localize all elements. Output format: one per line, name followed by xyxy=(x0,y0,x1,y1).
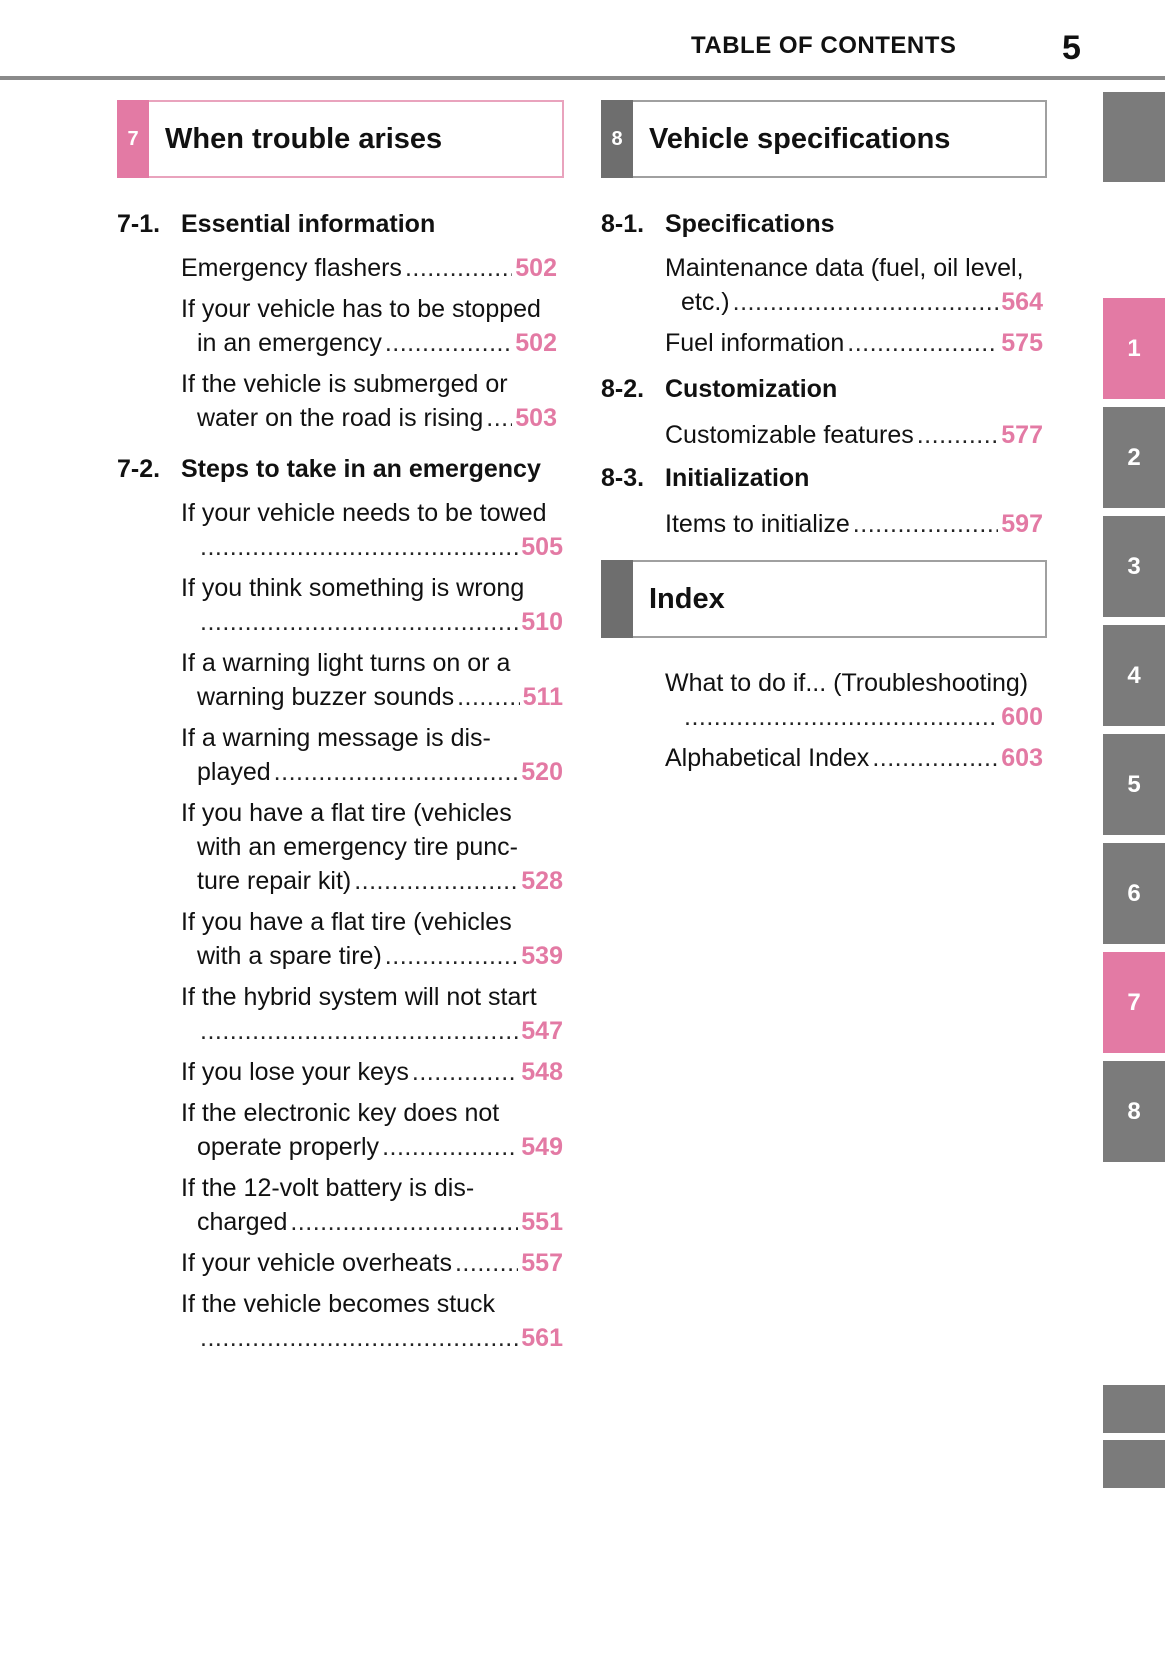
entry-leader-line xyxy=(665,418,1043,452)
toc-entry[interactable] xyxy=(181,980,563,1048)
entry-text: Items to initialize xyxy=(665,510,850,538)
page-ref[interactable]: 557 xyxy=(521,1249,563,1277)
entry-text: ture repair kit) xyxy=(197,867,352,895)
toc-entry[interactable] xyxy=(181,251,557,285)
page-ref[interactable]: 577 xyxy=(1001,421,1043,449)
dot-leader xyxy=(853,507,998,541)
dot-leader xyxy=(274,755,519,789)
page-ref[interactable]: 551 xyxy=(521,1208,563,1236)
page-ref[interactable]: 597 xyxy=(1001,510,1043,538)
toc-entry[interactable] xyxy=(181,292,557,360)
entry-leader-line xyxy=(665,326,1043,360)
page-number: 5 xyxy=(1062,29,1081,67)
entry-leader-line xyxy=(181,939,563,973)
chapter-7-title: When trouble arises xyxy=(165,122,443,155)
page-ref[interactable]: 539 xyxy=(521,942,563,970)
chapter-7-heading[interactable] xyxy=(117,100,564,178)
page-ref[interactable]: 520 xyxy=(521,758,563,786)
dot-leader xyxy=(684,700,998,734)
entry-text: If the electronic key does not xyxy=(181,1099,500,1127)
toc-entry[interactable] xyxy=(181,1287,563,1355)
entry-leader-line xyxy=(181,1014,563,1048)
entry-line xyxy=(181,1096,563,1130)
entry-text: Alphabetical Index xyxy=(665,744,870,772)
dot-leader xyxy=(412,1055,518,1089)
section-title: Specifications xyxy=(665,210,835,238)
entry-text: Maintenance data (fuel, oil level, xyxy=(665,254,1024,282)
toc-entry[interactable] xyxy=(665,251,1043,319)
index-tab xyxy=(601,560,633,638)
chapter-8-heading[interactable] xyxy=(601,100,1047,178)
entry-leader-line xyxy=(181,605,563,639)
entry-text: water on the road is rising xyxy=(197,404,484,432)
section-title: Steps to take in an emergency xyxy=(181,455,541,483)
entry-line xyxy=(181,830,563,864)
entry-text: If a warning message is dis- xyxy=(181,724,491,752)
entry-line xyxy=(181,496,563,530)
page-ref[interactable]: 575 xyxy=(1001,329,1043,357)
page-ref[interactable]: 511 xyxy=(522,683,563,711)
chapter-tab-1[interactable]: 1 xyxy=(1103,298,1165,399)
dot-leader xyxy=(405,251,512,285)
toc-entry[interactable] xyxy=(181,1096,563,1164)
entry-leader-line xyxy=(181,401,557,435)
entry-line xyxy=(181,796,563,830)
toc-entry[interactable] xyxy=(181,571,563,639)
dot-leader xyxy=(486,401,512,435)
entry-text: If your vehicle overheats xyxy=(181,1249,452,1277)
entry-line xyxy=(181,905,563,939)
chapter-8-number: 8 xyxy=(601,100,633,178)
page-ref[interactable]: 502 xyxy=(515,254,557,282)
blank-tab[interactable] xyxy=(1103,92,1165,182)
page-ref[interactable]: 503 xyxy=(515,404,557,432)
page-ref[interactable]: 603 xyxy=(1001,744,1043,772)
toc-entry[interactable] xyxy=(181,1055,563,1089)
chapter-tab-6[interactable]: 6 xyxy=(1103,843,1165,944)
toc-entry[interactable] xyxy=(665,326,1043,360)
entry-leader-line xyxy=(181,251,557,285)
entry-leader-line xyxy=(181,1055,563,1089)
entry-leader-line xyxy=(665,700,1043,734)
entry-leader-line xyxy=(665,507,1043,541)
entry-text: If the vehicle becomes stuck xyxy=(181,1290,496,1318)
entry-text: If your vehicle needs to be towed xyxy=(181,499,547,527)
entry-line xyxy=(181,1171,563,1205)
entry-line xyxy=(665,666,1043,700)
dot-leader xyxy=(385,939,518,973)
chapter-tab-2[interactable]: 2 xyxy=(1103,407,1165,508)
entry-leader-line xyxy=(181,1246,563,1280)
entry-leader-line xyxy=(181,530,563,564)
entry-line xyxy=(181,980,563,1014)
dot-leader xyxy=(382,1130,518,1164)
dot-leader xyxy=(733,285,999,319)
entry-leader-line xyxy=(665,741,1043,775)
entry-text: Fuel information xyxy=(665,329,845,357)
toc-entry[interactable] xyxy=(665,507,1043,541)
toc-entry[interactable] xyxy=(665,666,1043,734)
toc-entry[interactable] xyxy=(181,367,557,435)
section-title: Initialization xyxy=(665,464,810,492)
page-ref[interactable]: 505 xyxy=(521,533,563,561)
toc-entry[interactable] xyxy=(181,905,563,973)
entry-leader-line xyxy=(181,680,563,714)
chapter-7-number: 7 xyxy=(117,100,149,178)
running-title: TABLE OF CONTENTS xyxy=(691,32,957,59)
dot-leader xyxy=(917,418,999,452)
entry-text: If a warning light turns on or a xyxy=(181,649,511,677)
entry-text: with a spare tire) xyxy=(197,942,382,970)
entry-line xyxy=(181,646,563,680)
chapter-tab-7[interactable]: 7 xyxy=(1103,952,1165,1053)
entry-line xyxy=(181,571,563,605)
entry-text: Customizable features xyxy=(665,421,914,449)
dot-leader xyxy=(457,680,520,714)
entry-text: If the vehicle is submerged or xyxy=(181,370,508,398)
page-ref[interactable]: 502 xyxy=(515,329,557,357)
toc-entry[interactable] xyxy=(181,721,563,789)
chapter-tab-5[interactable]: 5 xyxy=(1103,734,1165,835)
entry-text: If you have a flat tire (vehicles xyxy=(181,908,512,936)
blank-tab[interactable] xyxy=(1103,1440,1165,1488)
dot-leader xyxy=(200,605,518,639)
entry-text: played xyxy=(197,758,271,786)
toc-entry[interactable] xyxy=(181,496,563,564)
entry-line xyxy=(181,1287,563,1321)
entry-leader-line xyxy=(665,285,1043,319)
dot-leader xyxy=(290,1205,518,1239)
page-ref[interactable]: 510 xyxy=(521,608,563,636)
chapter-8-title: Vehicle specifications xyxy=(649,122,951,155)
entry-leader-line xyxy=(181,1130,563,1164)
entry-text: What to do if... (Troubleshooting) xyxy=(665,669,1029,697)
section-title: Essential information xyxy=(181,210,436,238)
toc-entry[interactable] xyxy=(665,741,1043,775)
toc-entry[interactable] xyxy=(181,1246,563,1280)
page-ref[interactable]: 561 xyxy=(521,1324,563,1352)
dot-leader xyxy=(385,326,512,360)
section-number: 8-3. xyxy=(601,464,645,492)
entry-leader-line xyxy=(181,755,563,789)
entry-text: If the 12-volt battery is dis- xyxy=(181,1174,475,1202)
chapter-tab-4[interactable]: 4 xyxy=(1103,625,1165,726)
toc-entry[interactable] xyxy=(181,796,563,898)
entry-line xyxy=(181,367,557,401)
index-heading[interactable] xyxy=(601,560,1047,638)
section-number: 8-2. xyxy=(601,375,645,403)
page-ref[interactable]: 548 xyxy=(521,1058,563,1086)
dot-leader xyxy=(200,1321,518,1355)
entry-text: If you have a flat tire (vehicles xyxy=(181,799,512,827)
section-number: 7-1. xyxy=(117,210,161,238)
entry-leader-line xyxy=(181,864,563,898)
page-ref[interactable]: 600 xyxy=(1001,703,1043,731)
blank-tab[interactable] xyxy=(1103,1385,1165,1433)
dot-leader xyxy=(200,530,518,564)
chapter-tab-3[interactable]: 3 xyxy=(1103,516,1165,617)
entry-text: with an emergency tire punc- xyxy=(197,833,518,861)
entry-text: If the hybrid system will not start xyxy=(181,983,537,1011)
page-ref[interactable]: 549 xyxy=(521,1133,563,1161)
entry-text: etc.) xyxy=(681,288,730,316)
dot-leader xyxy=(200,1014,518,1048)
entry-line xyxy=(181,292,557,326)
page-ref[interactable]: 547 xyxy=(521,1017,563,1045)
dot-leader xyxy=(354,864,518,898)
entry-text: Emergency flashers xyxy=(181,254,402,282)
entry-text: charged xyxy=(197,1208,288,1236)
toc-entry[interactable] xyxy=(665,418,1043,452)
entry-text: operate properly xyxy=(197,1133,380,1161)
page-ref[interactable]: 564 xyxy=(1001,288,1043,316)
dot-leader xyxy=(847,326,998,360)
entry-text: If your vehicle has to be stopped xyxy=(181,295,541,323)
toc-entry[interactable] xyxy=(181,646,563,714)
entry-leader-line xyxy=(181,1205,563,1239)
entry-line xyxy=(181,721,563,755)
entry-text: warning buzzer sounds xyxy=(197,683,455,711)
page-header xyxy=(0,0,1165,82)
header-rule xyxy=(0,76,1165,80)
index-title: Index xyxy=(649,582,725,615)
page-ref[interactable]: 528 xyxy=(521,867,563,895)
section-title: Customization xyxy=(665,375,838,403)
entry-leader-line xyxy=(181,1321,563,1355)
entry-text: If you lose your keys xyxy=(181,1058,409,1086)
section-number: 7-2. xyxy=(117,455,161,483)
toc-entry[interactable] xyxy=(181,1171,563,1239)
entry-text: If you think something is wrong xyxy=(181,574,525,602)
entry-line xyxy=(665,251,1043,285)
section-number: 8-1. xyxy=(601,210,645,238)
entry-text: in an emergency xyxy=(197,329,382,357)
dot-leader xyxy=(872,741,998,775)
entry-leader-line xyxy=(181,326,557,360)
dot-leader xyxy=(455,1246,518,1280)
chapter-tab-8[interactable]: 8 xyxy=(1103,1061,1165,1162)
